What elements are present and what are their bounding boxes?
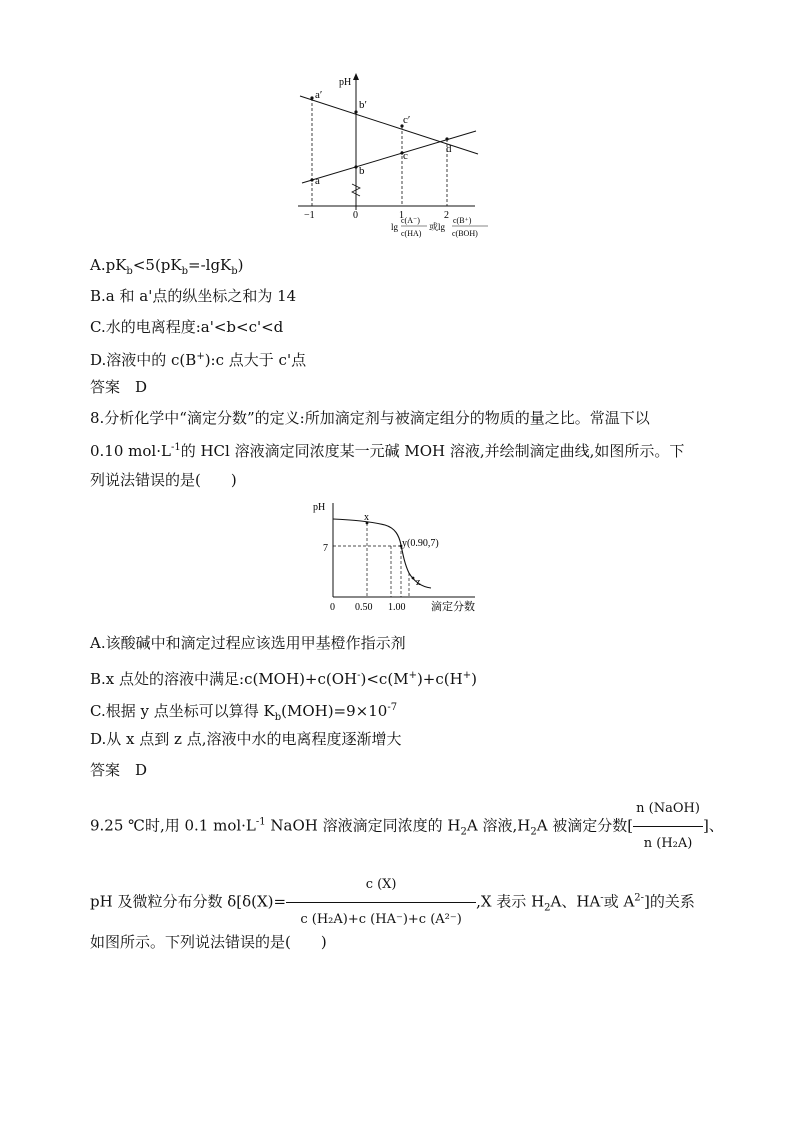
label-a-prime: a′	[315, 89, 323, 101]
q9-stem-line2: pH 及微粒分布分数 δ[δ(X)= $\frac{c (X)}{\text{c (H₂A)+c (HA⁻)+c (A²⁻)}}$ ,X 表示 $H_2A$、HA-或 $A^{2-}$]的关系	[90, 868, 695, 937]
fig1-tick-0: 0	[353, 210, 358, 221]
fig1-xlabel-num1: c(A⁻)	[401, 216, 420, 225]
q9-stem-line3: 如图所示。下列说法错误的是( )	[90, 933, 327, 951]
q9-fraction-titration: $\frac{\text{n (NaOH)}}{\text{n (H₂A)}}$	[633, 792, 703, 861]
q8-option-c: C.根据 y 点坐标可以算得 $K_b(MOH)=9\times 10^{-7}$	[90, 702, 398, 723]
fig1-xlabel-or: 或lg	[429, 222, 446, 232]
fig1-ascending-line	[302, 131, 476, 183]
fig2-y7-tick: 7	[323, 543, 328, 554]
fig1-tick-minus1: −1	[304, 210, 315, 221]
fig2-tick-050: 0.50	[355, 602, 373, 613]
q7-option-a: $A.pK_b<5(pK_b=-\lg K_b)$	[90, 256, 244, 277]
label-c: c	[403, 150, 408, 162]
fig2-tick-100: 1.00	[388, 602, 406, 613]
q8-stem-line2: 0.10 $mol\cdot L^{-1}$的 HCl 溶液滴定同浓度某一元碱 MOH 溶液,并绘制滴定曲线,如图所示。下	[90, 442, 685, 460]
fig2-ylabel: pH	[313, 502, 326, 513]
q8-stem-line1: 8.分析化学中“滴定分数”的定义:所加滴定剂与被滴定组分的物质的量之比。常温下以	[90, 409, 650, 427]
label-c-prime: c′	[403, 114, 411, 126]
q8-option-d: D.从 x 点到 z 点,溶液中水的电离程度逐渐增大	[90, 730, 402, 748]
q9-stem-line1: 9.25 ℃时,用 0.1 $mol\cdot L^{-1}$ NaOH 溶液滴定同浓度的 $H_2A$ 溶液$,H_2A$ 被滴定分数[ $\frac{\text{n (NaOH)}}{\text{n (H₂A)}}$ ]、	[90, 792, 724, 861]
q7-answer: 答案 D	[90, 378, 148, 396]
fig1-tick-1: 1	[399, 210, 404, 221]
figure-1-lines	[290, 70, 510, 245]
fig1-xlabel-lg: lg	[391, 222, 399, 232]
fig1-ylabel: pH	[339, 77, 352, 88]
fig2-point-y: y(0.90,7)	[402, 538, 439, 549]
fig2-tick-0: 0	[330, 602, 335, 613]
q8-option-a: A.该酸碱中和滴定过程应该选用甲基橙作指示剂	[90, 634, 406, 652]
q7-option-d: D.溶液中的 c(B+):c 点大于 c'点	[90, 351, 307, 369]
label-d: d	[446, 143, 452, 155]
label-b-prime: b′	[359, 99, 367, 111]
q9-fraction-distribution: $\frac{c (X)}{\text{c (H₂A)+c (HA⁻)+c (A²⁻)}}$	[286, 868, 476, 937]
q7-option-c: C.水的电离程度:a'<b<c'<d	[90, 318, 284, 336]
q8-option-b: B.x 点处的溶液中满足:c(MOH)+c(OH-)<c(M+)+c(H+)	[90, 670, 477, 688]
fig1-xlabel-num2: c(B⁺)	[453, 216, 472, 225]
q8-stem-line3: 列说法错误的是( )	[90, 471, 237, 489]
figure-2-titration-curve	[305, 493, 505, 618]
fig2-xlabel: 滴定分数	[431, 601, 475, 613]
label-a: a	[315, 175, 320, 187]
fig1-xlabel-den2: c(BOH)	[452, 229, 478, 238]
q7-option-b: B.a 和 a'点的纵坐标之和为 14	[90, 287, 297, 305]
q8-answer: 答案 D	[90, 761, 148, 779]
fig1-xlabel-den1: c(HA)	[401, 229, 422, 238]
fig1-tick-2: 2	[444, 210, 449, 221]
fig2-point-z: z	[416, 577, 421, 588]
fig2-point-x: x	[364, 512, 369, 523]
label-b: b	[359, 165, 365, 177]
